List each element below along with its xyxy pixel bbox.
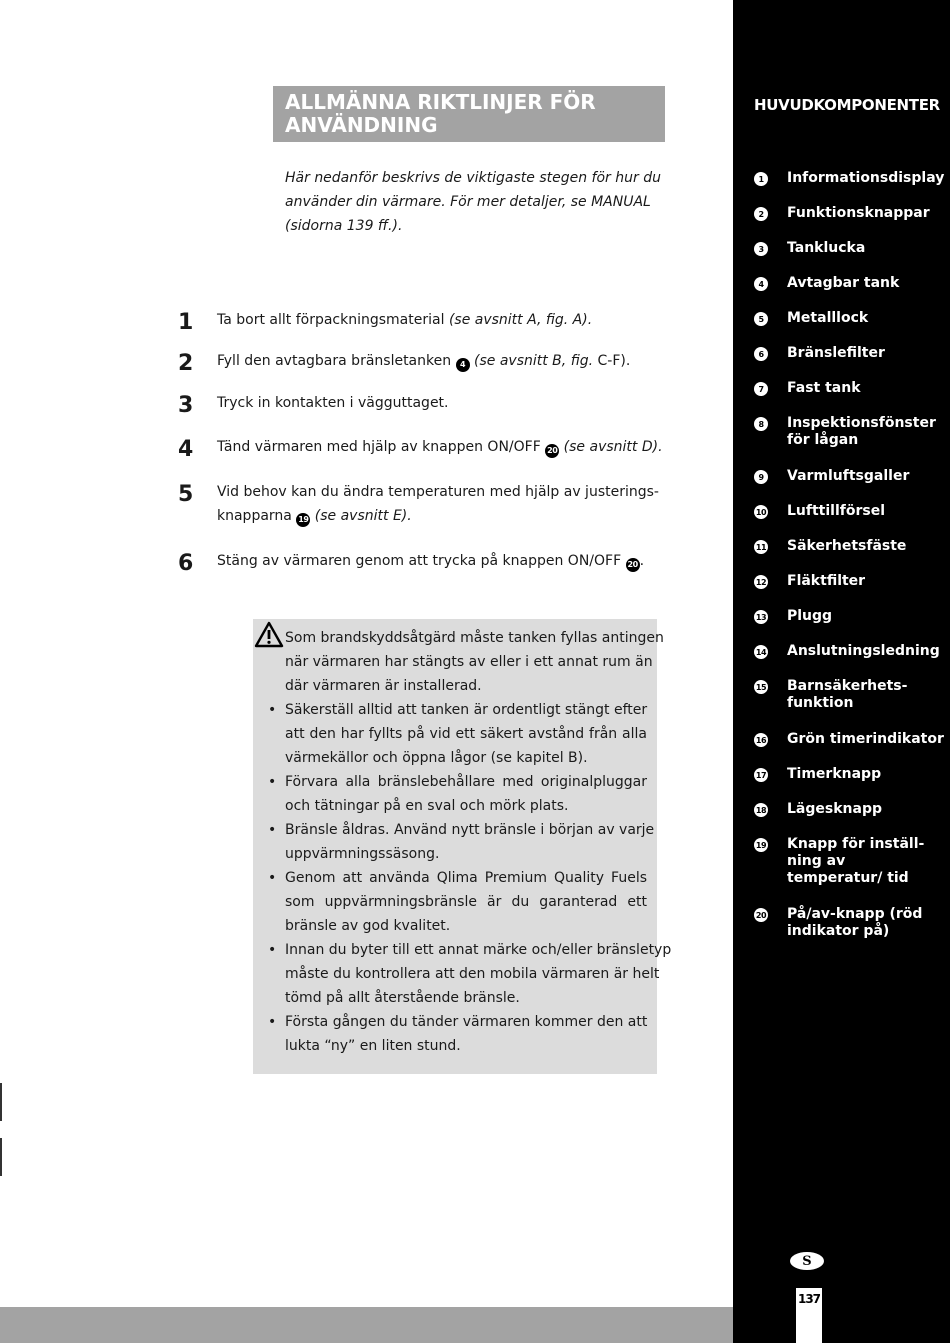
component-number-icon: 20 xyxy=(754,908,768,922)
component-number-icon: 6 xyxy=(754,347,768,361)
component-item xyxy=(754,836,935,887)
warning-line: bränsle av god kvalitet. xyxy=(285,918,451,934)
component-item xyxy=(754,906,927,940)
component-item xyxy=(754,678,912,712)
step-number: 5 xyxy=(178,482,194,507)
step-number: 3 xyxy=(178,393,194,418)
component-label: Lufttillförsel xyxy=(787,503,885,519)
component-number-icon: 4 xyxy=(754,277,768,291)
warning-line: att den har fyllts på vid ett säkert avstånd från alla xyxy=(285,726,647,742)
component-label: Knapp för inställ- ning av temperatur/ tid xyxy=(787,836,925,886)
warning-line: lukta “ny” en liten stund. xyxy=(285,1038,461,1054)
component-label: Anslutningsledning xyxy=(787,643,940,659)
warning-line: Som brandskyddsåtgärd måste tanken fyllas antingen xyxy=(285,630,664,646)
bullet: • xyxy=(268,1014,277,1030)
section-title xyxy=(285,91,596,137)
step-number: 2 xyxy=(178,351,194,376)
component-number-icon: 20 xyxy=(626,558,640,572)
component-number-icon: 18 xyxy=(754,803,768,817)
bullet: • xyxy=(268,774,277,790)
component-number-icon: 19 xyxy=(296,513,310,527)
warning-line: Bränsle åldras. Använd nytt bränsle i början av varje xyxy=(285,822,655,838)
component-number-icon: 16 xyxy=(754,733,768,747)
section-title-line2: ANVÄNDNING xyxy=(285,113,438,137)
component-item xyxy=(754,345,950,362)
warning-line: som uppvärmningsbränsle är du garanterad ett xyxy=(285,894,647,910)
component-number-icon: 11 xyxy=(754,540,768,554)
component-label: Avtagbar tank xyxy=(787,275,900,291)
step-number: 4 xyxy=(178,437,194,462)
sidebar-title: HUVUDKOMPONENTER xyxy=(754,96,940,114)
component-label: På/av-knapp (röd indikator på) xyxy=(787,906,923,939)
components-sidebar xyxy=(733,0,950,1343)
component-label: Grön timerindikator xyxy=(787,731,944,747)
component-item xyxy=(754,731,950,748)
warning-line: Första gången du tänder värmaren kommer den att xyxy=(285,1014,648,1030)
component-item xyxy=(754,468,950,485)
component-number-icon: 9 xyxy=(754,470,768,484)
component-number-icon: 8 xyxy=(754,417,768,431)
component-number-icon: 15 xyxy=(754,680,768,694)
component-label: Fast tank xyxy=(787,380,861,396)
component-item xyxy=(754,503,950,520)
warning-line: där värmaren är installerad. xyxy=(285,678,482,694)
component-number-icon: 20 xyxy=(545,444,559,458)
component-item xyxy=(754,415,950,449)
warning-line: uppvärmningssäsong. xyxy=(285,846,440,862)
language-badge: S xyxy=(790,1252,824,1270)
bottom-bar xyxy=(0,1307,733,1343)
component-label: Fläktfilter xyxy=(787,573,866,589)
warning-line: Säkerställ alltid att tanken är ordentligt stängt efter xyxy=(285,702,648,718)
component-number-icon: 7 xyxy=(754,382,768,396)
warning-line: värmekällor och öppna lågor (se kapitel B). xyxy=(285,750,588,766)
component-label: Lägesknapp xyxy=(787,801,882,817)
component-label: Inspektionsfönster för lågan xyxy=(787,415,936,448)
component-item xyxy=(754,766,950,783)
bullet: • xyxy=(268,822,277,838)
step-text: Stäng av värmaren genom att trycka på knappen ON/OFF 20 . xyxy=(217,549,677,573)
component-item xyxy=(754,170,950,187)
component-label: Funktionsknappar xyxy=(787,205,930,221)
component-label: Tanklucka xyxy=(787,240,866,256)
warning-line: Innan du byter till ett annat märke och/eller bränsletyp xyxy=(285,942,672,958)
step-text: Vid behov kan du ändra temperaturen med hjälp av justerings- knapparna 19 (se avsnitt E). xyxy=(217,480,677,528)
component-label: Timerknapp xyxy=(787,766,882,782)
component-label: Plugg xyxy=(787,608,833,624)
component-label: Barnsäkerhets- funktion xyxy=(787,678,908,711)
warning-line: när värmaren har stängts av eller i ett annat rum än xyxy=(285,654,653,670)
bullet: • xyxy=(268,870,277,886)
component-number-icon: 1 xyxy=(754,172,768,186)
page-number: 137 xyxy=(797,1292,821,1306)
edge-mark xyxy=(0,1138,2,1176)
component-item xyxy=(754,801,950,818)
step-number: 1 xyxy=(178,310,194,335)
warning-line: Genom att använda Qlima Premium Quality Fuels xyxy=(285,870,647,886)
component-item xyxy=(754,310,950,327)
component-number-icon: 17 xyxy=(754,768,768,782)
step-text: Ta bort allt förpackningsmaterial (se avsnitt A, fig. A). xyxy=(217,312,593,328)
component-item xyxy=(754,573,950,590)
step-text: Tänd värmaren med hjälp av knappen ON/OFF 20 (se avsnitt D). xyxy=(217,435,677,459)
component-item xyxy=(754,538,950,555)
component-label: Metalllock xyxy=(787,310,869,326)
warning-text xyxy=(285,626,672,1058)
warning-line: måste du kontrollera att den mobila värmaren är helt xyxy=(285,966,660,982)
component-number-icon: 13 xyxy=(754,610,768,624)
intro-text: Här nedanför beskrivs de viktigaste stegen för hur du använder din värmare. För mer detaljer, se MANUAL (sidorna 139 ff.). xyxy=(285,170,661,234)
component-number-icon: 5 xyxy=(754,312,768,326)
component-label: Informationsdisplay xyxy=(787,170,945,186)
step-number: 6 xyxy=(178,551,194,576)
component-number-icon: 12 xyxy=(754,575,768,589)
component-number-icon: 19 xyxy=(754,838,768,852)
component-label: Varmluftsgaller xyxy=(787,468,910,484)
bullet: • xyxy=(268,942,277,958)
component-item xyxy=(754,205,950,222)
bullet: • xyxy=(268,702,277,718)
warning-triangle-icon xyxy=(254,621,284,649)
step-text: Fyll den avtagbara bränsletanken 4 (se avsnitt B, fig. C-F). xyxy=(217,349,677,373)
section-title-line1: ALLMÄNNA RIKTLINJER FÖR xyxy=(285,90,596,114)
step-text: Tryck in kontakten i vägguttaget. xyxy=(217,395,449,411)
component-number-icon: 3 xyxy=(754,242,768,256)
component-label: Bränslefilter xyxy=(787,345,885,361)
section-title-box xyxy=(273,86,665,142)
edge-mark xyxy=(0,1083,2,1121)
component-number-icon: 2 xyxy=(754,207,768,221)
component-number-icon: 10 xyxy=(754,505,768,519)
component-number-icon: 4 xyxy=(456,358,470,372)
component-item xyxy=(754,240,950,257)
safety-warning-box xyxy=(253,619,672,1074)
component-item xyxy=(754,275,950,292)
warning-line: och tätningar på en sval och mörk plats. xyxy=(285,798,569,814)
warning-line: Förvara alla bränslebehållare med originalpluggar xyxy=(285,774,647,790)
component-item xyxy=(754,643,950,660)
component-label: Säkerhetsfäste xyxy=(787,538,907,554)
component-item xyxy=(754,380,950,397)
component-number-icon: 14 xyxy=(754,645,768,659)
component-item xyxy=(754,608,950,625)
warning-line: tömd på allt återstående bränsle. xyxy=(285,990,520,1006)
